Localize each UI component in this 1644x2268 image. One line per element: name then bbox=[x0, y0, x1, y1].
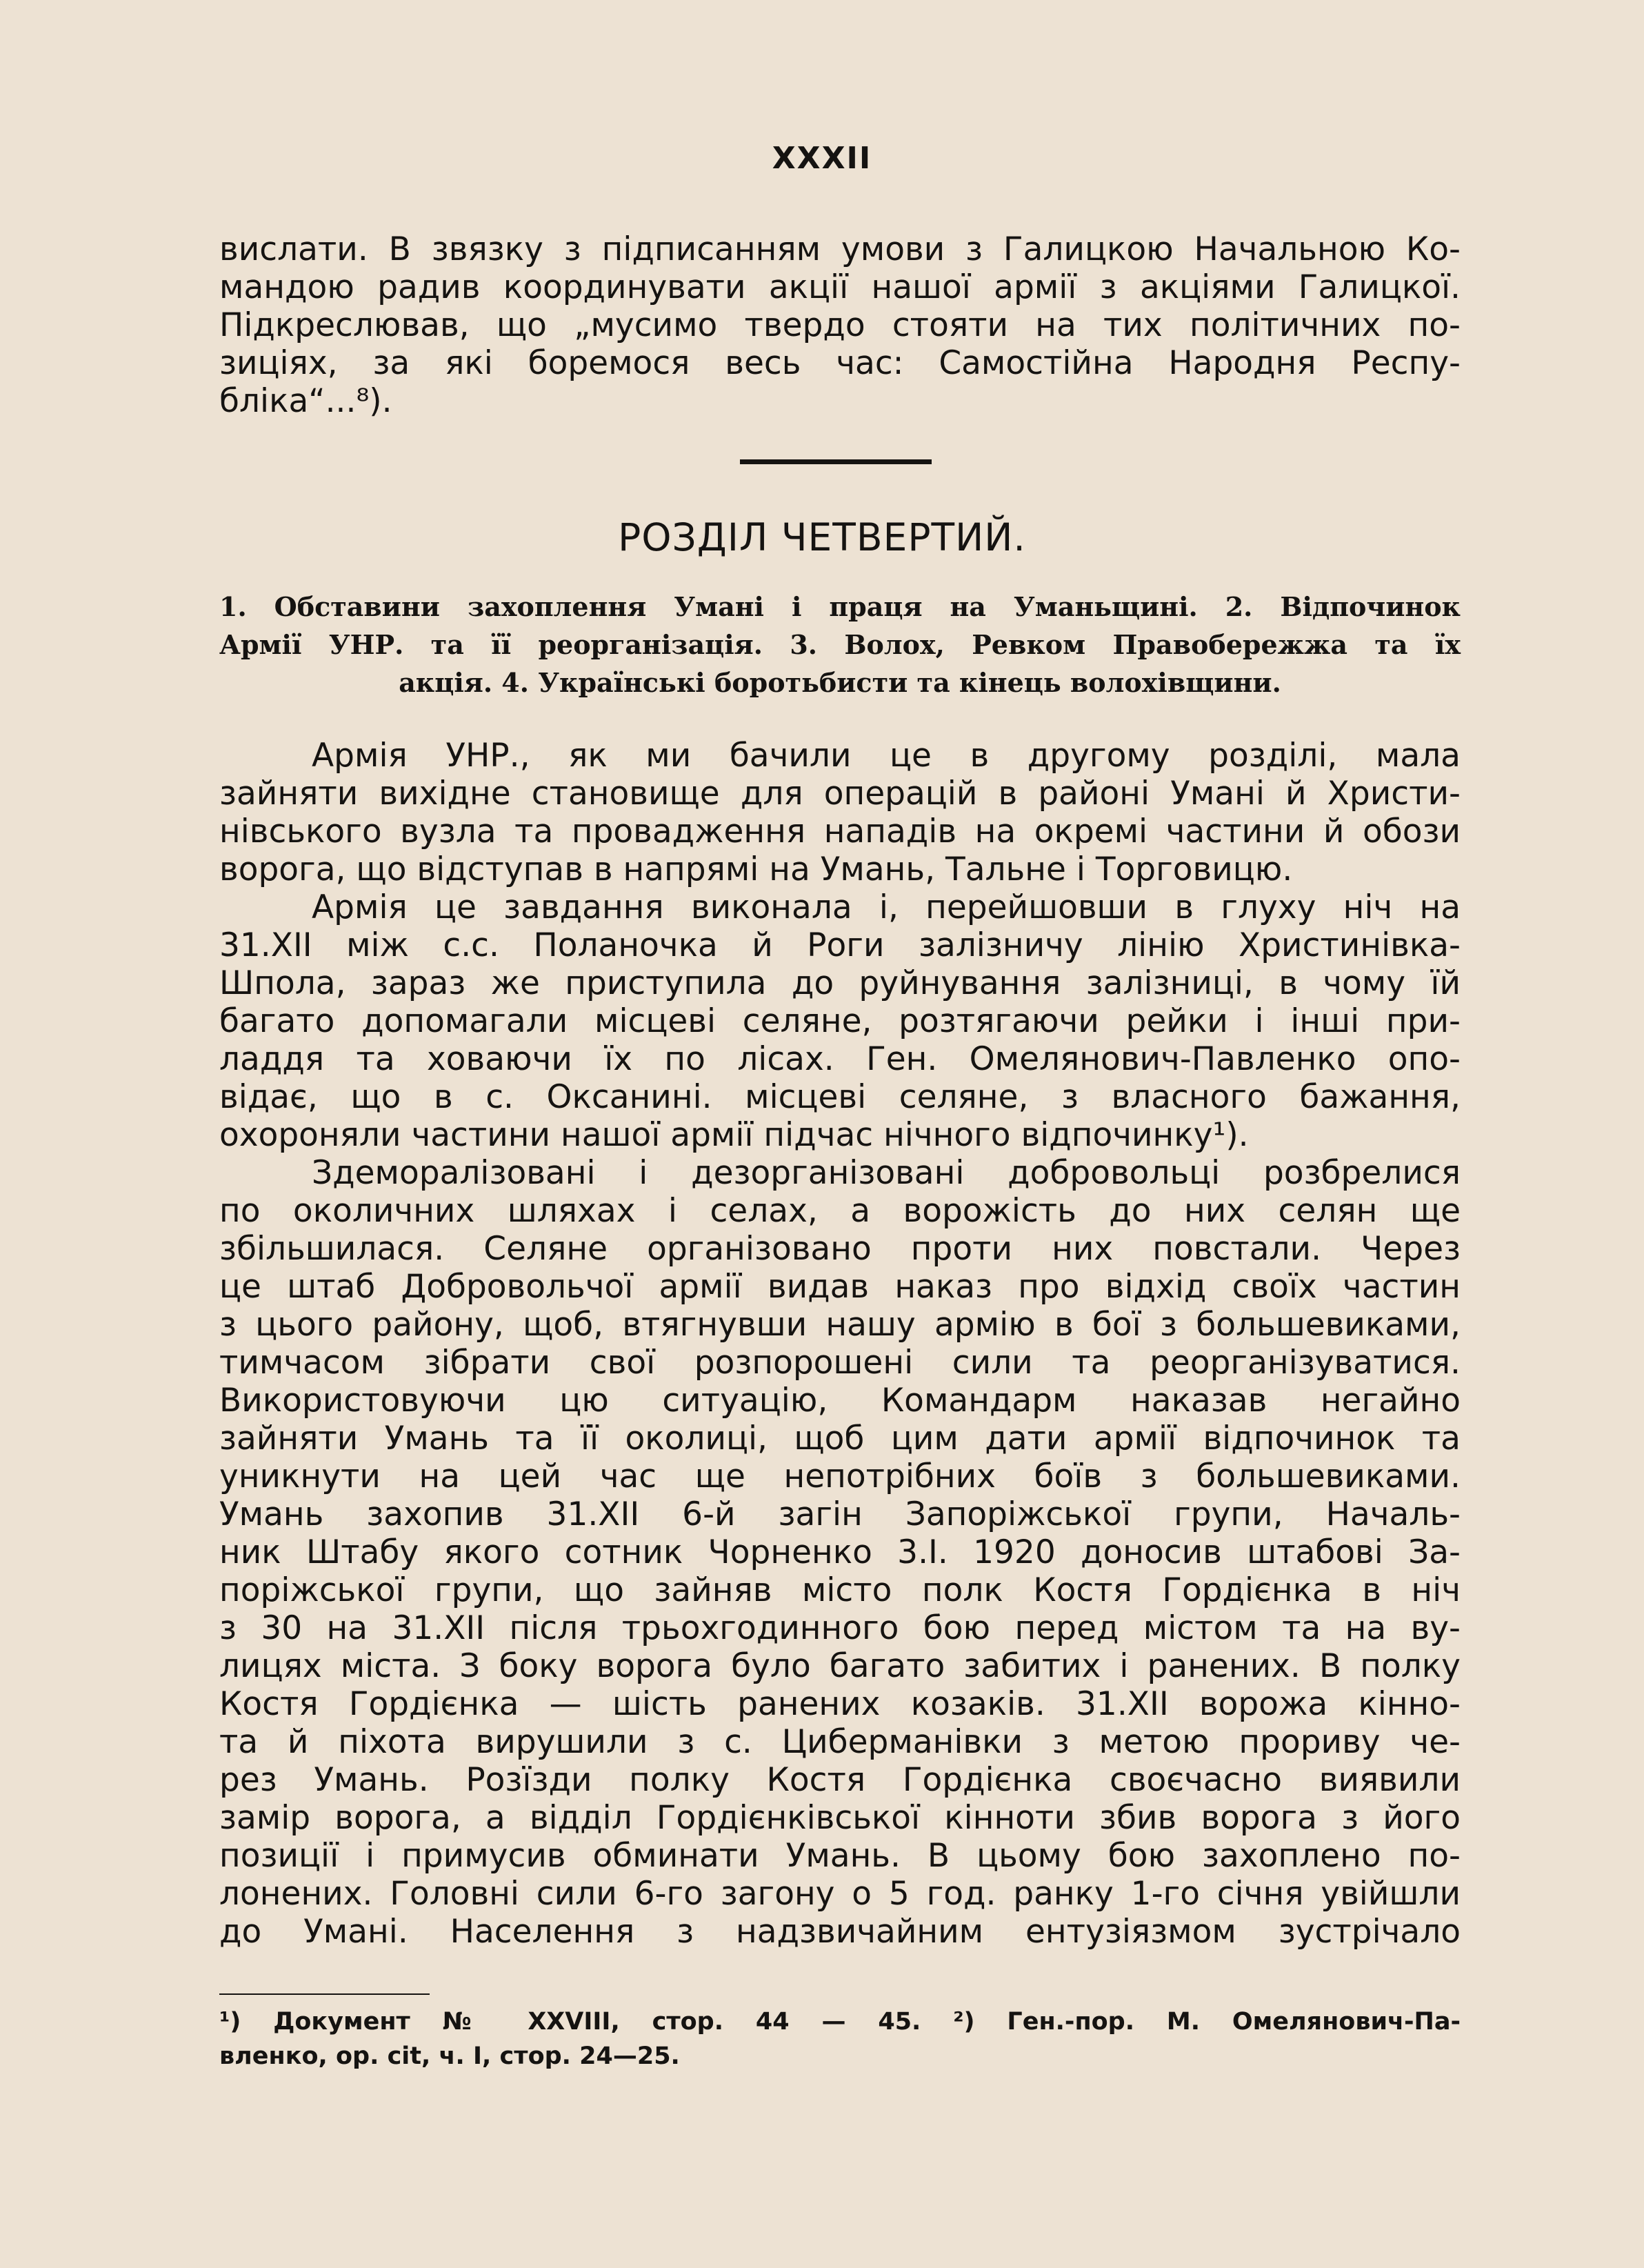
footnote-divider bbox=[219, 1993, 430, 1995]
text-line: Використовуючи цю ситуацію, Командарм наказав негайно bbox=[219, 1382, 1461, 1420]
text-line: уникнути на цей час ще непотрібних боїв з большевиками. bbox=[219, 1458, 1461, 1495]
text-line: Армія це завдання виконала і, перейшовши в глуху ніч на bbox=[312, 888, 1461, 926]
text-line: зайняти вихідне становище для операцій в районі Умані й Христи- bbox=[219, 775, 1461, 813]
text-line: Костя Гордієнка — шість ранених козаків. 31.XII ворожа кінно- bbox=[219, 1685, 1461, 1723]
summary-line: 1. Обставини захоплення Умані і праця на Уманьщині. 2. Відпочинок bbox=[219, 591, 1461, 622]
footnote-line: ¹) Документ № XXVIII, стор. 44 — 45. ²) Ген.-пор. М. Омелянович-Па- bbox=[219, 2008, 1461, 2036]
text-line: нівського вузла та провадження нападів на окремі частини й обози bbox=[219, 813, 1461, 850]
text-line: з 30 на 31.XII після трьохгодинного бою перед містом та на ву- bbox=[219, 1609, 1461, 1647]
footnote-line: вленко, ор. cit, ч. I, стор. 24—25. bbox=[219, 2042, 680, 2070]
page-number: XXXII bbox=[772, 141, 872, 176]
text-line: замір ворога, а відділ Гордієнківської кінноти збив ворога з його bbox=[219, 1799, 1461, 1837]
chapter-title: РОЗДІЛ ЧЕТВЕРТИЙ. bbox=[618, 515, 1026, 559]
text-line: зиціях, за які боремося весь час: Самостійна Народня Респу- bbox=[219, 344, 1461, 382]
text-line: тимчасом зібрати свої розпорошені сили та реорганізуватися. bbox=[219, 1344, 1461, 1382]
text-line: ник Штабу якого сотник Чорненко 3.I. 1920 доносив штабові За- bbox=[219, 1533, 1461, 1571]
text-line: мандою радив координувати акції нашої армії з акціями Галицкої. bbox=[219, 268, 1461, 306]
text-line: Умань захопив 31.XII 6-й загін Запоріжської групи, Началь- bbox=[219, 1495, 1461, 1533]
summary-line: Армії УНР. та її реорганізація. 3. Волох, Ревком Правобережжа та їх bbox=[219, 629, 1461, 660]
text-line: лонених. Головні сили 6-го загону о 5 год. ранку 1-го січня увійшли bbox=[219, 1875, 1461, 1913]
text-line: та й піхота вирушили з с. Циберманівки з метою прориву че- bbox=[219, 1723, 1461, 1761]
text-line: вислати. В звязку з підписанням умови з Галицкою Начальною Ко- bbox=[219, 230, 1461, 268]
text-line: Шпола, зараз же приступила до руйнування залізниці, в чому їй bbox=[219, 964, 1461, 1002]
chapter-summary bbox=[219, 588, 1461, 702]
section-divider bbox=[740, 459, 932, 464]
text-line: по околичних шляхах і селах, а ворожість до них селян ще bbox=[219, 1192, 1461, 1230]
text-line: бліка“...⁸). bbox=[219, 382, 392, 420]
text-line: Здеморалізовані і дезорганізовані добровольці розбрелися bbox=[312, 1154, 1461, 1192]
text-line: багато допомагали місцеві селяне, розтягаючи рейки і інші при- bbox=[219, 1002, 1461, 1040]
summary-line: акція. 4. Українські боротьбисти та кінець волохівщини. bbox=[399, 667, 1281, 698]
text-line: позиції і примусив обминати Умань. В цьому бою захоплено по- bbox=[219, 1837, 1461, 1875]
text-line: охороняли частини нашої армії підчас нічного відпочинку¹). bbox=[219, 1116, 1249, 1154]
text-line: Армія УНР., як ми бачили це в другому розділі, мала bbox=[312, 737, 1461, 775]
text-line: ворога, що відступав в напрямі на Умань, Тальне і Торговицю. bbox=[219, 850, 1293, 888]
carry-over-paragraph bbox=[219, 230, 1461, 420]
footnotes bbox=[219, 2005, 1461, 2073]
text-line: Підкреслював, що „мусимо твердо стояти на тих політичних по- bbox=[219, 306, 1461, 344]
text-line: зайняти Умань та її околиці, щоб цим дати армії відпочинок та bbox=[219, 1420, 1461, 1458]
text-line: рез Умань. Розїзди полку Костя Гордієнка своєчасно виявили bbox=[219, 1761, 1461, 1799]
text-line: 31.XII між с.с. Поланочка й Роги залізничу лінію Христинівка- bbox=[219, 926, 1461, 964]
text-line: це штаб Добровольчої армії видав наказ про відхід своїх частин bbox=[219, 1268, 1461, 1306]
text-line: з цього району, щоб, втягнувши нашу армію в бої з большевиками, bbox=[219, 1306, 1461, 1344]
text-line: поріжської групи, що зайняв місто полк Костя Гордієнка в ніч bbox=[219, 1571, 1461, 1609]
main-text bbox=[219, 737, 1461, 1951]
text-line: лицях міста. З боку ворога було багато забитих і ранених. В полку bbox=[219, 1647, 1461, 1685]
text-line: до Умані. Населення з надзвичайним ентузіязмом зустрічало bbox=[219, 1913, 1461, 1951]
text-line: збільшилася. Селяне організовано проти них повстали. Через bbox=[219, 1230, 1461, 1268]
text-line: відає, що в с. Оксанині. місцеві селяне, з власного бажання, bbox=[219, 1078, 1461, 1116]
text-line: ладдя та ховаючи їх по лісах. Ген. Омелянович-Павленко опо- bbox=[219, 1040, 1461, 1078]
